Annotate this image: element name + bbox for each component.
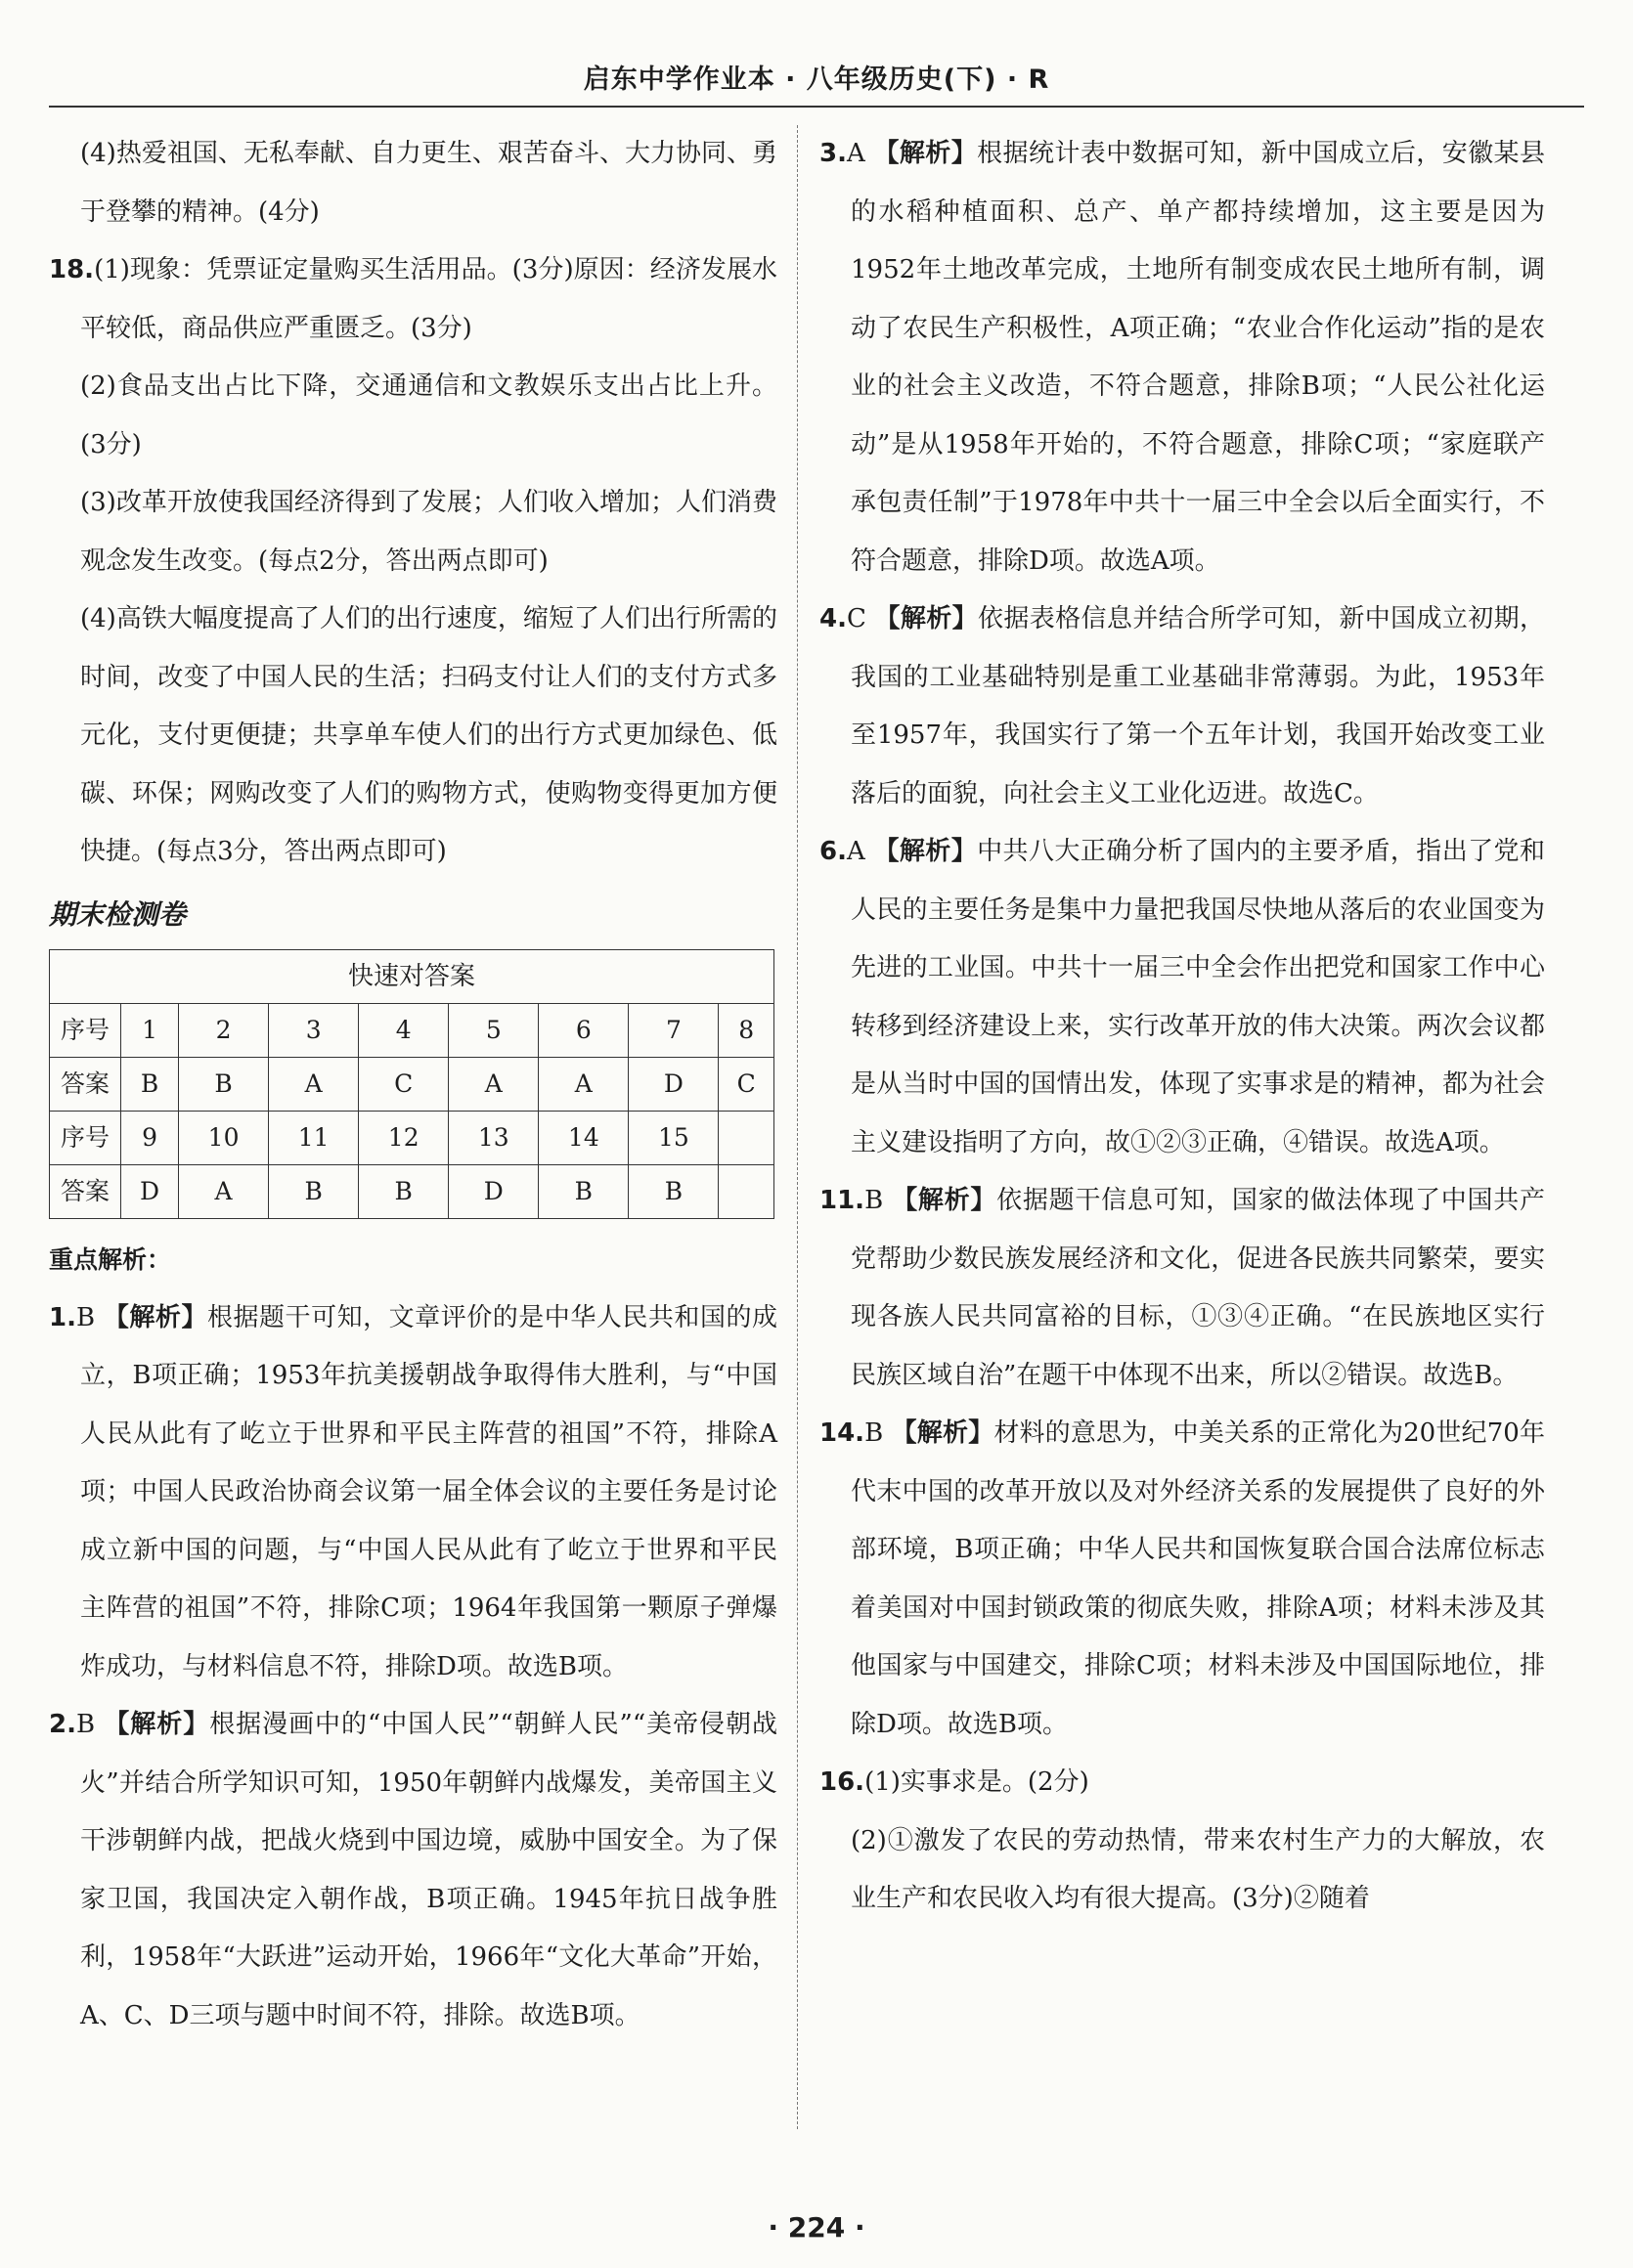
answer-14: [819, 1405, 1545, 1754]
table-cell: D: [449, 1165, 539, 1219]
answer-6-number: 6.: [819, 837, 847, 866]
answer-2-number: 2.: [49, 1710, 76, 1739]
answer-11-choice: B: [864, 1186, 884, 1215]
q18-part1: [49, 241, 777, 358]
table-cell: 11: [269, 1112, 359, 1165]
answer-2: [49, 1696, 777, 2045]
answer-3: [819, 125, 1545, 590]
table-cell: 10: [179, 1112, 269, 1165]
table-cell: B: [269, 1165, 359, 1219]
analysis-tag: 【解析】: [104, 1710, 210, 1739]
answer-6-choice: A: [846, 837, 865, 866]
table-cell: A: [449, 1058, 539, 1112]
table-cell: 12: [359, 1112, 449, 1165]
table-cell: 4: [359, 1004, 449, 1058]
left-column: [49, 125, 777, 2045]
table-cell: 7: [629, 1004, 719, 1058]
table-cell: B: [539, 1165, 629, 1219]
analysis-tag: 【解析】: [873, 837, 978, 866]
table-cell: 6: [539, 1004, 629, 1058]
answer-14-choice: B: [864, 1418, 884, 1448]
right-column: [819, 125, 1545, 1929]
column-divider: [797, 125, 798, 2129]
analysis-tag: 【解析】: [892, 1186, 997, 1215]
answer-16-part1: [819, 1754, 1545, 1812]
answer-table-title: 快速对答案: [50, 950, 774, 1004]
table-cell: B: [629, 1165, 719, 1219]
analysis-tag: 【解析】: [891, 1418, 994, 1448]
table-cell: [719, 1165, 774, 1219]
answer-4-number: 4.: [819, 604, 847, 633]
section-title: 期末检测卷: [49, 897, 187, 931]
answer-4-choice: C: [846, 604, 866, 633]
q18-part4: (4)高铁大幅度提高了人们的出行速度，缩短了人们出行所需的时间，改变了中国人民的生活；扫码支付让人们的支付方式多元化，支付更便捷；共享单车使人们的出行方式更加绿色、低碳、环保；网购改变了人们的购物方式，使购物变得更加方便快捷。(每点3分，答出两点即可): [80, 604, 777, 866]
answer-16-part1-text: (1)实事求是。(2分): [864, 1767, 1089, 1797]
answer-1-choice: B: [75, 1302, 96, 1332]
analysis-tag: 【解析】: [103, 1302, 207, 1332]
q18-number: 18.: [49, 255, 95, 284]
table-cell: 15: [629, 1112, 719, 1165]
table-cell: 14: [539, 1112, 629, 1165]
page-header: 启东中学作业本 · 八年级历史(下) · R: [49, 59, 1584, 108]
table-cell: B: [121, 1058, 179, 1112]
answer-14-text: 材料的意思为，中美关系的正常化为20世纪70年代末中国的改革开放以及对外经济关系的发展提供了良好的外部环境，B项正确；中华人民共和国恢复联合国合法席位标志着美国对中国封锁政策的彻底失败，排除A项；材料未涉及其他国家与中国建交，排除C项；材料未涉及中国国际地位，排除D项。故选B项。: [851, 1418, 1545, 1739]
q18-part2: (2)食品支出占比下降，交通通信和文教娱乐支出占比上升。(3分): [80, 371, 777, 459]
table-cell: C: [719, 1058, 774, 1112]
row-label: 答案: [50, 1058, 121, 1112]
table-cell: D: [121, 1165, 179, 1219]
analysis-tag: 【解析】: [873, 139, 978, 168]
table-row: [50, 1112, 774, 1165]
page-number: · 224 ·: [768, 2211, 865, 2244]
table-row: [50, 1004, 774, 1058]
answer-4-text: 依据表格信息并结合所学可知，新中国成立初期，我国的工业基础特别是重工业基础非常薄弱。为此，1953年至1957年，我国实行了第一个五年计划，我国开始改变工业落后的面貌，向社会主义工业化迈进。故选C。: [851, 604, 1545, 808]
table-cell: 13: [449, 1112, 539, 1165]
table-cell: B: [179, 1058, 269, 1112]
table-cell: 3: [269, 1004, 359, 1058]
q18-part1-text: (1)现象：凭票证定量购买生活用品。(3分)原因：经济发展水平较低，商品供应严重匮乏。(3分): [80, 255, 777, 343]
answer-1-text: 根据题干可知，文章评价的是中华人民共和国的成立，B项正确；1953年抗美援朝战争取得伟大胜利，与“中国人民从此有了屹立于世界和平民主阵营的祖国”不符，排除A项；中国人民政治协商会议第一届全体会议的主要任务是讨论成立新中国的问题，与“中国人民从此有了屹立于世界和平民主阵营的祖国”不符，排除C项；1964年我国第一颗原子弹爆炸成功，与材料信息不符，排除D项。故选B项。: [80, 1302, 777, 1681]
table-cell: A: [179, 1165, 269, 1219]
table-cell: B: [359, 1165, 449, 1219]
answer-2-text: 根据漫画中的“中国人民”“朝鲜人民”“美帝侵朝战火”并结合所学知识可知，1950年朝鲜内战爆发，美帝国主义干涉朝鲜内战，把战火烧到中国边境，威胁中国安全。为了保家卫国，我国决定入朝作战，B项正确。1945年抗日战争胜利，1958年“大跃进”运动开始，1966年“文化大革命”开始，A、C、D三项与题中时间不符，排除。故选B项。: [80, 1710, 777, 2030]
table-cell: D: [629, 1058, 719, 1112]
row-label: 序号: [50, 1112, 121, 1165]
answer-16-part2: (2)①激发了农民的劳动热情，带来农村生产力的大解放，农业生产和农民收入均有很大提高。(3分)②随着: [851, 1825, 1545, 1913]
answer-1: [49, 1289, 777, 1697]
key-analysis-title: 重点解析：: [49, 1245, 172, 1274]
answer-11-text: 依据题干信息可知，国家的做法体现了中国共产党帮助少数民族发展经济和文化，促进各民族共同繁荣，要实现各族人民共同富裕的目标，①③④正确。“在民族地区实行民族区域自治”在题干中体现不出来，所以②错误。故选B。: [851, 1186, 1545, 1390]
table-cell: C: [359, 1058, 449, 1112]
answer-6-text: 中共八大正确分析了国内的主要矛盾，指出了党和人民的主要任务是集中力量把我国尽快地从落后的农业国变为先进的工业国。中共十一届三中全会作出把党和国家工作中心转移到经济建设上来，实行改革开放的伟大决策。两次会议都是从当时中国的国情出发，体现了实事求是的精神，都为社会主义建设指明了方向，故①②③正确，④错误。故选A项。: [851, 837, 1545, 1157]
answer-11: [819, 1172, 1545, 1405]
table-row: [50, 1058, 774, 1112]
table-cell: 8: [719, 1004, 774, 1058]
answer-3-text: 根据统计表中数据可知，新中国成立后，安徽某县的水稻种植面积、总产、单产都持续增加，这主要是因为1952年土地改革完成，土地所有制变成农民土地所有制，调动了农民生产积极性，A项正确；“农业合作化运动”指的是农业的社会主义改造，不符合题意，排除B项；“人民公社化运动”是从1958年开始的，不符合题意，排除C项；“家庭联产承包责任制”于1978年中共十一届三中全会以后全面实行，不符合题意，排除D项。故选A项。: [851, 139, 1545, 576]
answer-16-number: 16.: [819, 1767, 865, 1797]
table-cell: 5: [449, 1004, 539, 1058]
table-cell: 9: [121, 1112, 179, 1165]
table-cell: 2: [179, 1004, 269, 1058]
answer-2-choice: B: [75, 1710, 96, 1739]
row-label: 序号: [50, 1004, 121, 1058]
answer-3-choice: A: [846, 139, 865, 168]
answer-table: [49, 949, 774, 1219]
row-label: 答案: [50, 1165, 121, 1219]
answer-4: [819, 590, 1545, 823]
q18-part3: (3)改革开放使我国经济得到了发展；人们收入增加；人们消费观念发生改变。(每点2分，答出两点即可): [80, 488, 777, 576]
answer-11-number: 11.: [819, 1186, 865, 1215]
table-cell: [719, 1112, 774, 1165]
answer-1-number: 1.: [49, 1302, 76, 1332]
table-cell: A: [269, 1058, 359, 1112]
table-cell: 1: [121, 1004, 179, 1058]
answer-3-number: 3.: [819, 139, 847, 168]
q17-part4: (4)热爱祖国、无私奉献、自力更生、艰苦奋斗、大力协同、勇于登攀的精神。(4分): [80, 139, 777, 227]
table-row: [50, 1165, 774, 1219]
answer-6: [819, 823, 1545, 1172]
answer-14-number: 14.: [819, 1418, 865, 1448]
analysis-tag: 【解析】: [874, 604, 979, 633]
table-cell: A: [539, 1058, 629, 1112]
